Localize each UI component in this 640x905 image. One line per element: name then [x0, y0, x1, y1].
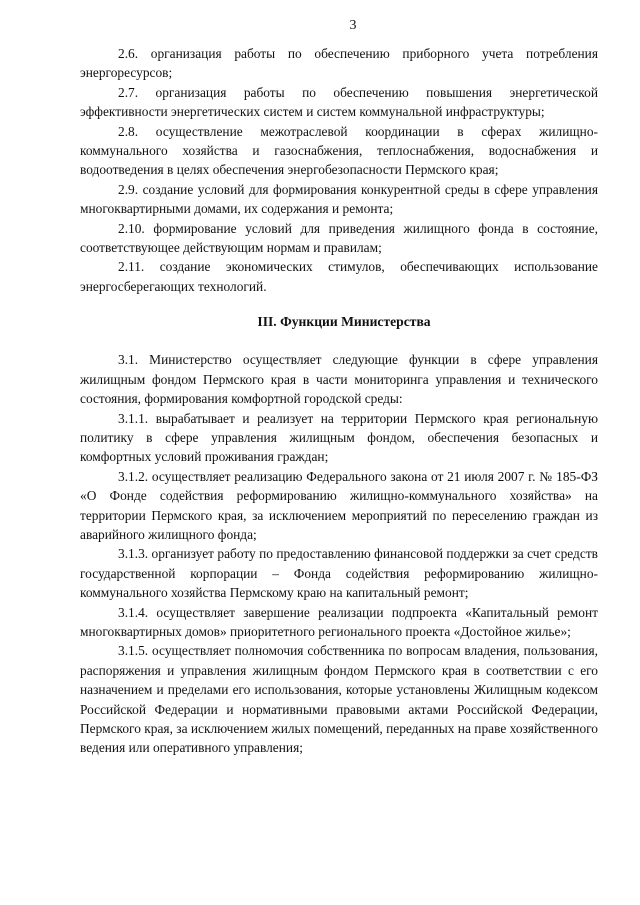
clause-2-6: 2.6. организация работы по обеспечению приборного учета потребления энергоресурсов; — [80, 46, 598, 81]
clause-3-1: 3.1. Министерство осуществляет следующие функции в сфере управления жилищным фондом Пермского края в части мониторинга управления и технического состояния, формирования комфортной городской среды: — [80, 352, 598, 407]
clause-2-9: 2.9. создание условий для формирования конкурентной среды в сфере управления многоквартирными домами, их содержания и ремонта; — [80, 181, 598, 217]
clause-3-1-3: 3.1.3. организует работу по предоставлению финансовой поддержки за счет средств государственной корпорации – Фонда содействия реформированию жилищно-коммунального хозяйства Пермскому краю на капитальный ремонт; — [80, 546, 598, 601]
clause-3-1-4: 3.1.4. осуществляет завершение реализации подпроекта «Капитальный ремонт многоквартирных домов» приоритетного регионального проекта «Достойное жилье»; — [80, 604, 598, 639]
clause-2-8: 2.8. осуществление межотраслевой координации в сферах жилищно-коммунального хозяйства и газоснабжения, теплоснабжения, водоснабжения и водоотведения в целях обеспечения энергобезопасности Пермского края; — [80, 123, 598, 178]
clause-2-10: 2.10. формирование условий для приведения жилищного фонда в состояние, соответствующее действующим нормам и правилам; — [80, 220, 598, 256]
clause-2-7: 2.7. организация работы по обеспечению повышения энергетической эффективности энергетических систем и систем коммунальной инфраструктуры; — [80, 84, 598, 120]
clause-3-1-5: 3.1.5. осуществляет полномочия собственника по вопросам владения, пользования, распоряжения и управления жилищным фондом Пермского края в соответствии с его назначением и пределами его использования, которые установлены Жилищным кодексом Российской Федерации и нормативными правовыми актами Российской Федерации, Пермского края, за исключением жилых помещений, переданных на праве хозяйственного ведения или оперативного управления; — [80, 643, 598, 756]
clause-3-1-1: 3.1.1. вырабатывает и реализует на территории Пермского края региональную политику в сфере управления жилищным фондом, обеспечения безопасных и комфортных условий проживания граждан; — [80, 410, 598, 465]
section-heading: III. Функции Министерства — [257, 314, 431, 330]
page-number: 3 — [349, 18, 357, 33]
clause-3-1-2: 3.1.2. осуществляет реализацию Федерального закона от 21 июля 2007 г. № 185-ФЗ «О Фонде содействия реформированию жилищно-коммунального хозяйства» на территории Пермского края, за исключением мероприятий по переселению граждан из аварийного жилищного фонда; — [80, 468, 598, 542]
clause-2-11: 2.11. создание экономических стимулов, обеспечивающих использование энергосберегающих технологий. — [80, 259, 598, 294]
